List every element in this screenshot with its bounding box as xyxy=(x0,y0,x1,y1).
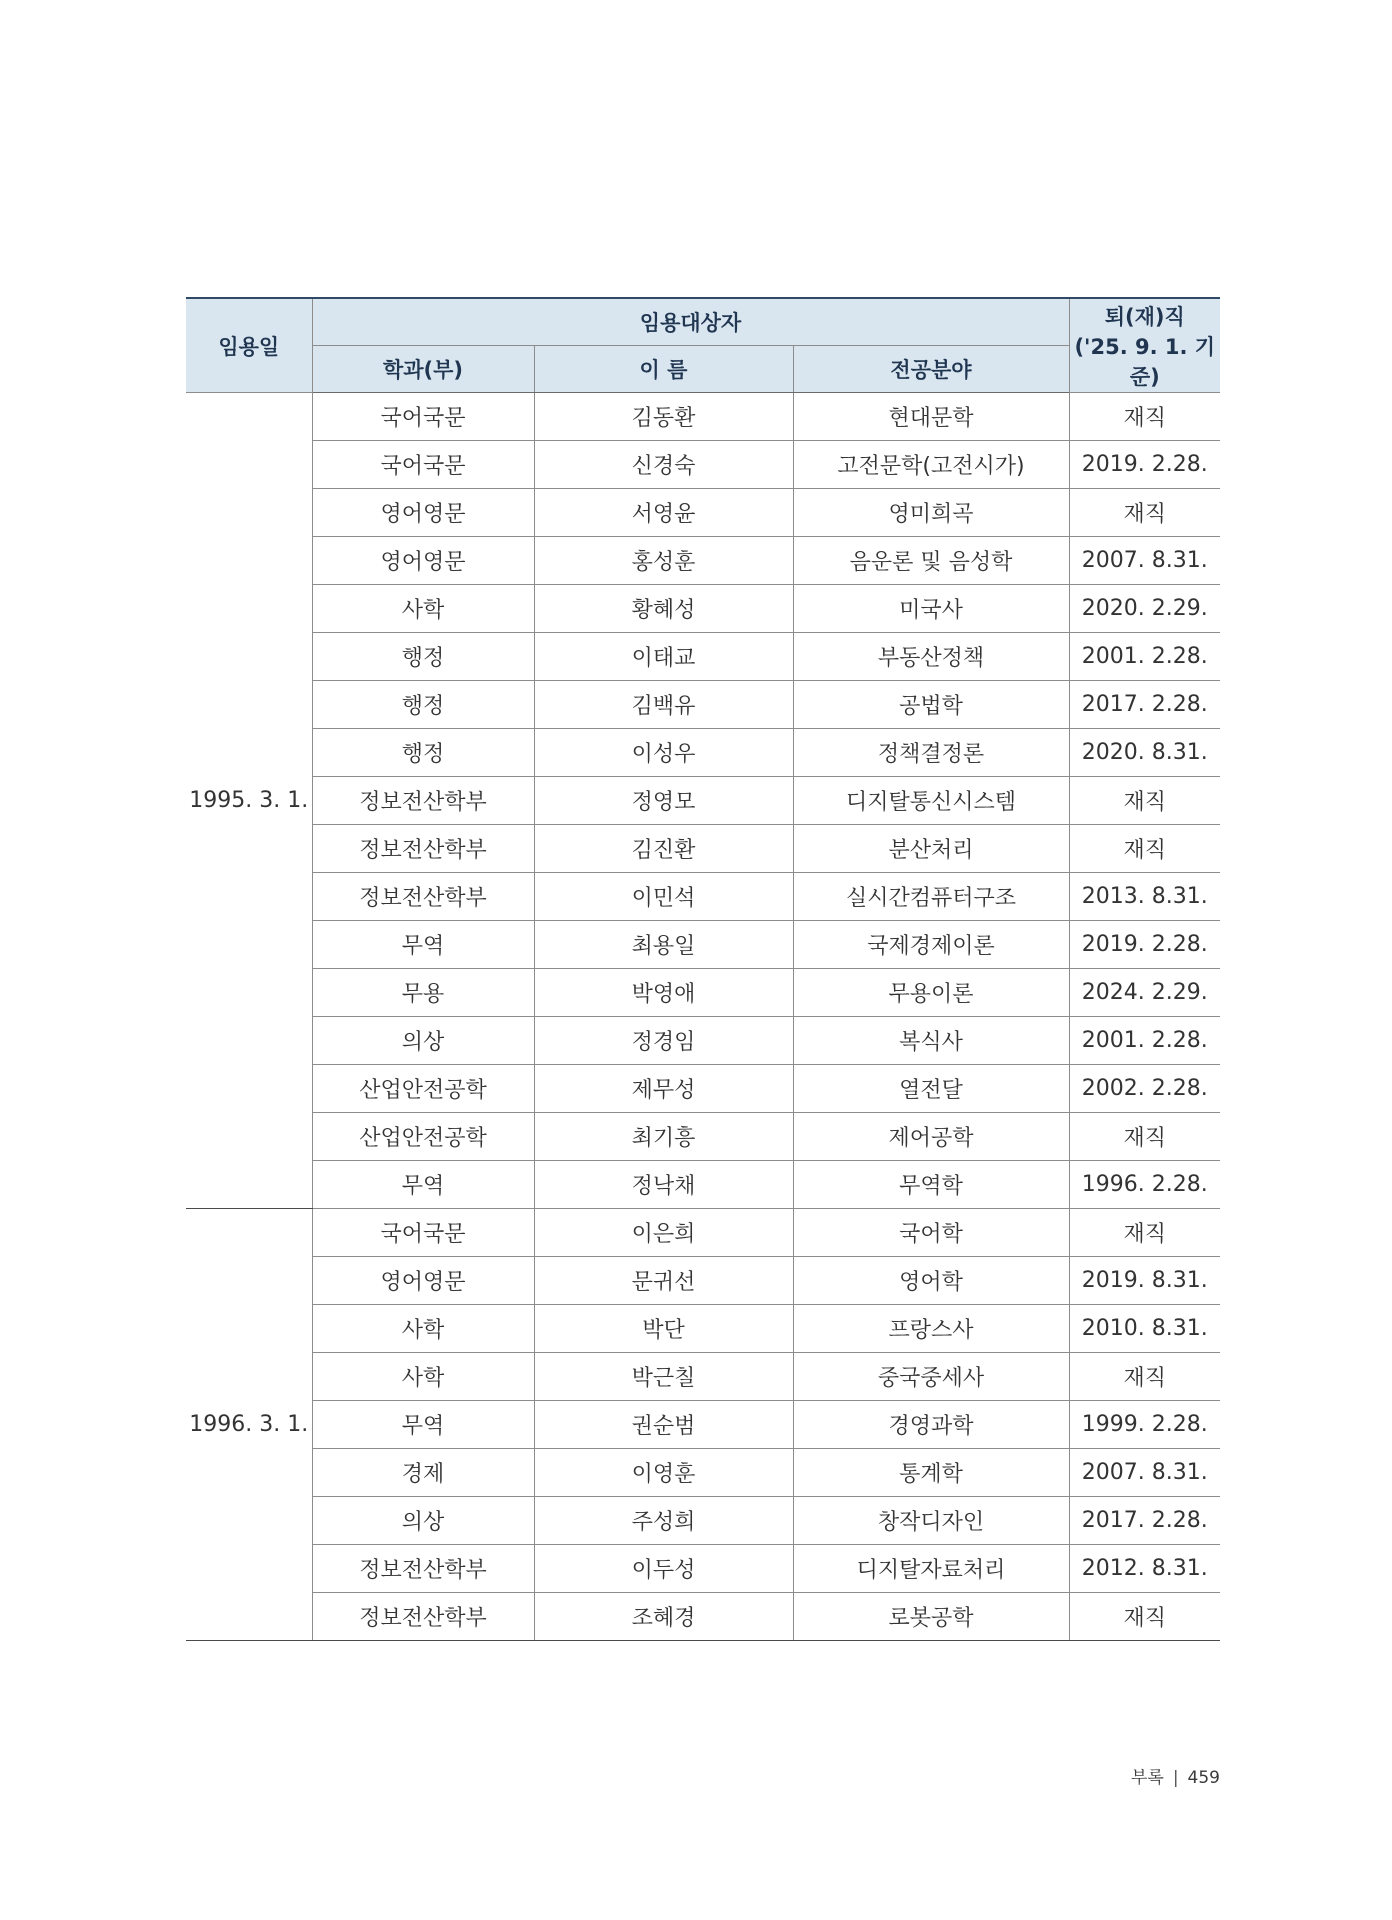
field-cell: 현대문학 xyxy=(793,393,1069,441)
table-row xyxy=(186,537,1220,585)
status-cell: 재직 xyxy=(1069,489,1220,537)
dept-cell: 의상 xyxy=(312,1017,534,1065)
status-cell: 2019. 8.31. xyxy=(1069,1257,1220,1305)
status-cell: 2007. 8.31. xyxy=(1069,537,1220,585)
table-row xyxy=(186,585,1220,633)
field-cell: 로봇공학 xyxy=(793,1593,1069,1641)
field-cell: 창작디자인 xyxy=(793,1497,1069,1545)
dept-cell: 정보전산학부 xyxy=(312,1593,534,1641)
name-cell: 정경임 xyxy=(534,1017,793,1065)
table-row xyxy=(186,873,1220,921)
dept-cell: 사학 xyxy=(312,585,534,633)
name-cell: 김진환 xyxy=(534,825,793,873)
status-cell: 2019. 2.28. xyxy=(1069,921,1220,969)
field-cell: 영어학 xyxy=(793,1257,1069,1305)
table-row xyxy=(186,681,1220,729)
name-cell: 이은희 xyxy=(534,1209,793,1257)
field-cell: 영미희곡 xyxy=(793,489,1069,537)
dept-cell: 의상 xyxy=(312,1497,534,1545)
header-row-1 xyxy=(186,298,1220,346)
name-cell: 정낙채 xyxy=(534,1161,793,1209)
table-row xyxy=(186,633,1220,681)
table-row xyxy=(186,1305,1220,1353)
dept-cell: 정보전산학부 xyxy=(312,777,534,825)
name-cell: 홍성훈 xyxy=(534,537,793,585)
table-row xyxy=(186,1593,1220,1641)
table-row xyxy=(186,1401,1220,1449)
status-cell: 재직 xyxy=(1069,825,1220,873)
dept-cell: 무역 xyxy=(312,1401,534,1449)
dept-cell: 영어영문 xyxy=(312,489,534,537)
dept-cell: 무역 xyxy=(312,1161,534,1209)
name-cell: 이영훈 xyxy=(534,1449,793,1497)
name-cell: 김백유 xyxy=(534,681,793,729)
status-cell: 2007. 8.31. xyxy=(1069,1449,1220,1497)
name-cell: 서영윤 xyxy=(534,489,793,537)
field-cell: 복식사 xyxy=(793,1017,1069,1065)
table-body xyxy=(186,393,1220,1641)
field-cell: 정책결정론 xyxy=(793,729,1069,777)
field-cell: 공법학 xyxy=(793,681,1069,729)
status-cell: 2010. 8.31. xyxy=(1069,1305,1220,1353)
dept-cell: 산업안전공학 xyxy=(312,1113,534,1161)
field-cell: 프랑스사 xyxy=(793,1305,1069,1353)
field-cell: 경영과학 xyxy=(793,1401,1069,1449)
name-cell: 김동환 xyxy=(534,393,793,441)
name-cell: 정영모 xyxy=(534,777,793,825)
table-row xyxy=(186,1017,1220,1065)
dept-cell: 정보전산학부 xyxy=(312,825,534,873)
name-cell: 박영애 xyxy=(534,969,793,1017)
field-cell: 미국사 xyxy=(793,585,1069,633)
table-row xyxy=(186,777,1220,825)
dept-cell: 경제 xyxy=(312,1449,534,1497)
status-cell: 재직 xyxy=(1069,393,1220,441)
field-cell: 열전달 xyxy=(793,1065,1069,1113)
status-cell: 재직 xyxy=(1069,777,1220,825)
table-row xyxy=(186,729,1220,777)
dept-cell: 무역 xyxy=(312,921,534,969)
page-footer xyxy=(1131,1763,1220,1788)
status-cell: 2002. 2.28. xyxy=(1069,1065,1220,1113)
table-row xyxy=(186,1257,1220,1305)
status-cell: 2017. 2.28. xyxy=(1069,1497,1220,1545)
header-field: 전공분야 xyxy=(793,346,1069,393)
field-cell: 음운론 및 음성학 xyxy=(793,537,1069,585)
dept-cell: 산업안전공학 xyxy=(312,1065,534,1113)
name-cell: 신경숙 xyxy=(534,441,793,489)
name-cell: 최용일 xyxy=(534,921,793,969)
dept-cell: 국어국문 xyxy=(312,393,534,441)
field-cell: 통계학 xyxy=(793,1449,1069,1497)
status-cell: 2017. 2.28. xyxy=(1069,681,1220,729)
table-row xyxy=(186,1113,1220,1161)
table-row xyxy=(186,1545,1220,1593)
status-cell: 2013. 8.31. xyxy=(1069,873,1220,921)
dept-cell: 정보전산학부 xyxy=(312,873,534,921)
status-cell: 재직 xyxy=(1069,1113,1220,1161)
field-cell: 제어공학 xyxy=(793,1113,1069,1161)
dept-cell: 영어영문 xyxy=(312,1257,534,1305)
table-row xyxy=(186,489,1220,537)
field-cell: 중국중세사 xyxy=(793,1353,1069,1401)
field-cell: 무역학 xyxy=(793,1161,1069,1209)
status-cell: 2001. 2.28. xyxy=(1069,1017,1220,1065)
dept-cell: 사학 xyxy=(312,1305,534,1353)
name-cell: 박단 xyxy=(534,1305,793,1353)
status-cell: 2020. 2.29. xyxy=(1069,585,1220,633)
header-status xyxy=(1069,298,1220,393)
name-cell: 문귀선 xyxy=(534,1257,793,1305)
status-cell: 재직 xyxy=(1069,1353,1220,1401)
name-cell: 권순범 xyxy=(534,1401,793,1449)
status-cell: 2020. 8.31. xyxy=(1069,729,1220,777)
status-cell: 2024. 2.29. xyxy=(1069,969,1220,1017)
dept-cell: 무용 xyxy=(312,969,534,1017)
dept-cell: 국어국문 xyxy=(312,441,534,489)
field-cell: 국어학 xyxy=(793,1209,1069,1257)
name-cell: 주성희 xyxy=(534,1497,793,1545)
table-row xyxy=(186,1209,1220,1257)
name-cell: 이민석 xyxy=(534,873,793,921)
status-cell: 재직 xyxy=(1069,1209,1220,1257)
footer-separator: | xyxy=(1172,1768,1179,1788)
header-status-line2: ('25. 9. 1. 기준) xyxy=(1074,334,1216,389)
status-cell: 1996. 2.28. xyxy=(1069,1161,1220,1209)
header-target-group: 임용대상자 xyxy=(312,298,1069,346)
dept-cell: 행정 xyxy=(312,729,534,777)
field-cell: 부동산정책 xyxy=(793,633,1069,681)
table-row xyxy=(186,1353,1220,1401)
table-row xyxy=(186,1449,1220,1497)
name-cell: 박근칠 xyxy=(534,1353,793,1401)
table-header xyxy=(186,298,1220,393)
status-cell: 2019. 2.28. xyxy=(1069,441,1220,489)
name-cell: 이태교 xyxy=(534,633,793,681)
appointment-table xyxy=(186,297,1220,1641)
header-status-line1: 퇴(재)직 xyxy=(1104,304,1185,329)
name-cell: 최기흥 xyxy=(534,1113,793,1161)
name-cell: 조혜경 xyxy=(534,1593,793,1641)
table-row xyxy=(186,969,1220,1017)
footer-page-number: 459 xyxy=(1187,1768,1220,1788)
header-dept: 학과(부) xyxy=(312,346,534,393)
field-cell: 무용이론 xyxy=(793,969,1069,1017)
status-cell: 2012. 8.31. xyxy=(1069,1545,1220,1593)
header-name: 이 름 xyxy=(534,346,793,393)
name-cell: 이두성 xyxy=(534,1545,793,1593)
header-row-2 xyxy=(186,346,1220,393)
dept-cell: 정보전산학부 xyxy=(312,1545,534,1593)
status-cell: 2001. 2.28. xyxy=(1069,633,1220,681)
table-row xyxy=(186,1161,1220,1209)
field-cell: 디지탈통신시스템 xyxy=(793,777,1069,825)
table-row xyxy=(186,393,1220,441)
appointment-date-cell: 1995. 3. 1. xyxy=(186,393,312,1209)
field-cell: 실시간컴퓨터구조 xyxy=(793,873,1069,921)
table-row xyxy=(186,825,1220,873)
dept-cell: 행정 xyxy=(312,633,534,681)
field-cell: 국제경제이론 xyxy=(793,921,1069,969)
status-cell: 재직 xyxy=(1069,1593,1220,1641)
dept-cell: 사학 xyxy=(312,1353,534,1401)
header-date: 임용일 xyxy=(186,298,312,393)
dept-cell: 영어영문 xyxy=(312,537,534,585)
dept-cell: 행정 xyxy=(312,681,534,729)
field-cell: 디지탈자료처리 xyxy=(793,1545,1069,1593)
field-cell: 분산처리 xyxy=(793,825,1069,873)
name-cell: 황혜성 xyxy=(534,585,793,633)
name-cell: 이성우 xyxy=(534,729,793,777)
table-row xyxy=(186,1497,1220,1545)
footer-section: 부록 xyxy=(1130,1768,1164,1788)
status-cell: 1999. 2.28. xyxy=(1069,1401,1220,1449)
table-row xyxy=(186,1065,1220,1113)
table-row xyxy=(186,441,1220,489)
name-cell: 제무성 xyxy=(534,1065,793,1113)
dept-cell: 국어국문 xyxy=(312,1209,534,1257)
table-row xyxy=(186,921,1220,969)
appointment-date-cell: 1996. 3. 1. xyxy=(186,1209,312,1641)
field-cell: 고전문학(고전시가) xyxy=(793,441,1069,489)
